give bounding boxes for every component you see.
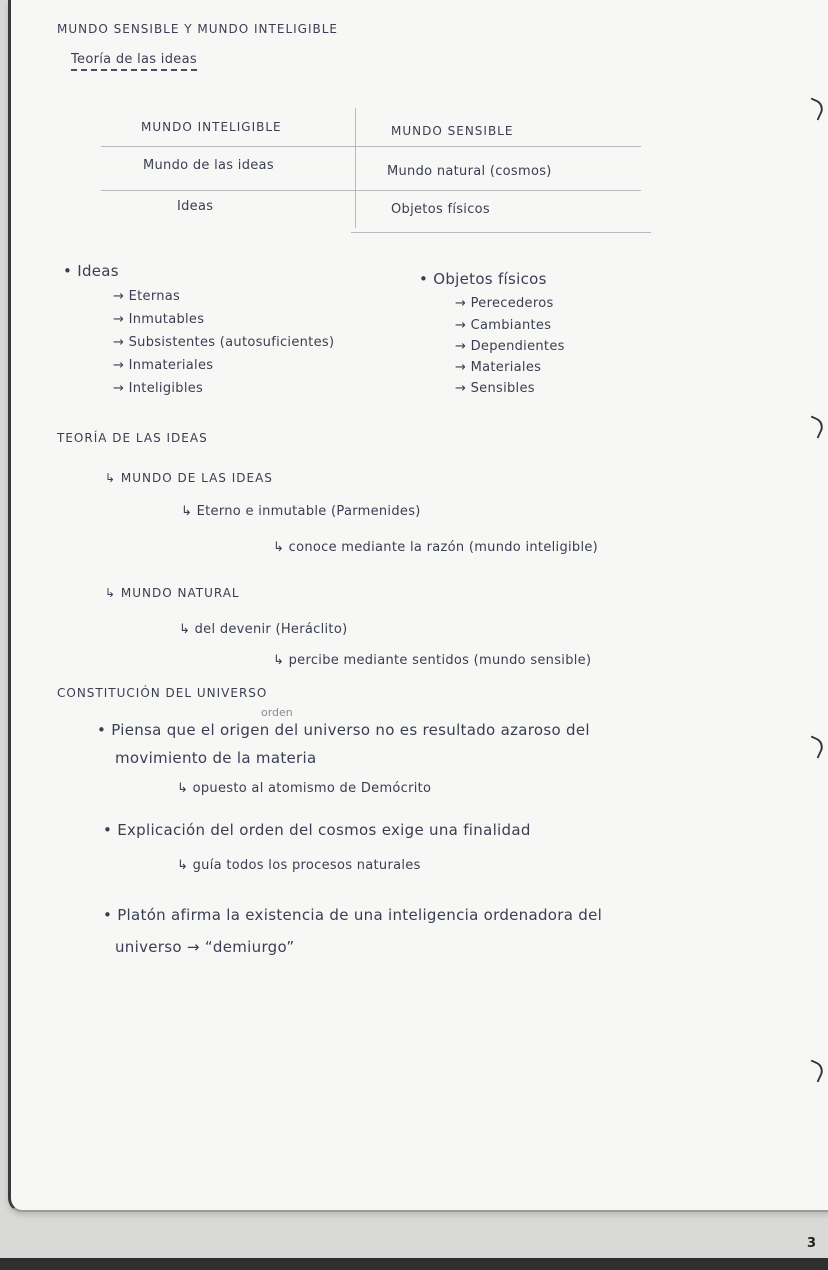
list-item: → Sensibles [455,381,535,396]
list-item: → Cambiantes [455,318,552,333]
paragraph-line: • Explicación del orden del cosmos exige una finalidad [103,821,531,839]
section-subtitle: Teoría de las ideas [71,52,197,71]
list-item: → Inteligibles [113,381,204,396]
list-item: → Materiales [455,360,542,375]
paragraph-sub: ↳ opuesto al atomismo de Demócrito [177,781,432,796]
table-cell: Mundo de las ideas [143,158,274,173]
list-item: → Inmateriales [113,358,214,373]
list-item: → Inmutables [113,312,205,327]
paragraph-line: • Platón afirma la existencia de una inteligencia ordenadora del [103,906,603,924]
table-header-inteligible: MUNDO INTELIGIBLE [141,120,282,134]
list-item: → Perecederos [455,296,554,311]
paragraph-line: movimiento de la materia [115,749,317,767]
conoce-line: ↳ conoce mediante la razón (mundo inteligible) [273,540,599,555]
paragraph-line: • Piensa que el origen del universo no es resultado azaroso del [97,721,590,739]
binder-ring-icon [804,415,826,438]
objetos-heading: • Objetos físicos [419,270,547,288]
percibe-line: ↳ percibe mediante sentidos (mundo sensible) [273,653,592,668]
table-cell: Ideas [177,199,214,214]
table-cell: Mundo natural (cosmos) [387,164,552,179]
orden-annotation: orden [261,706,293,719]
constitucion-heading: CONSTITUCIÓN DEL UNIVERSO [57,686,268,700]
table-cell: Objetos físicos [391,202,490,217]
page-number: 3 [806,1236,816,1251]
paragraph-sub: ↳ guía todos los procesos naturales [177,858,421,873]
mundo-natural-label: ↳ MUNDO NATURAL [105,586,240,600]
binder-ring-icon [804,97,826,120]
teoria-heading: TEORÍA DE LAS IDEAS [57,431,208,445]
paragraph-line: universo → “demiurgo” [115,938,295,956]
notebook-page [8,0,828,1212]
mundo-ideas-label: ↳ MUNDO DE LAS IDEAS [105,471,273,485]
table-surface [0,1258,828,1270]
page-title: MUNDO SENSIBLE Y MUNDO INTELIGIBLE [57,22,339,36]
eterno-line: ↳ Eterno e inmutable (Parmenides) [181,504,421,519]
ideas-heading: • Ideas [63,262,119,280]
table-header-sensible: MUNDO SENSIBLE [391,124,514,138]
devenir-line: ↳ del devenir (Heráclito) [179,622,348,637]
list-item: → Subsistentes (autosuficientes) [113,335,335,350]
binder-ring-icon [804,735,826,758]
binder-ring-icon [804,1059,826,1082]
list-item: → Eternas [113,289,181,304]
list-item: → Dependientes [455,339,565,354]
